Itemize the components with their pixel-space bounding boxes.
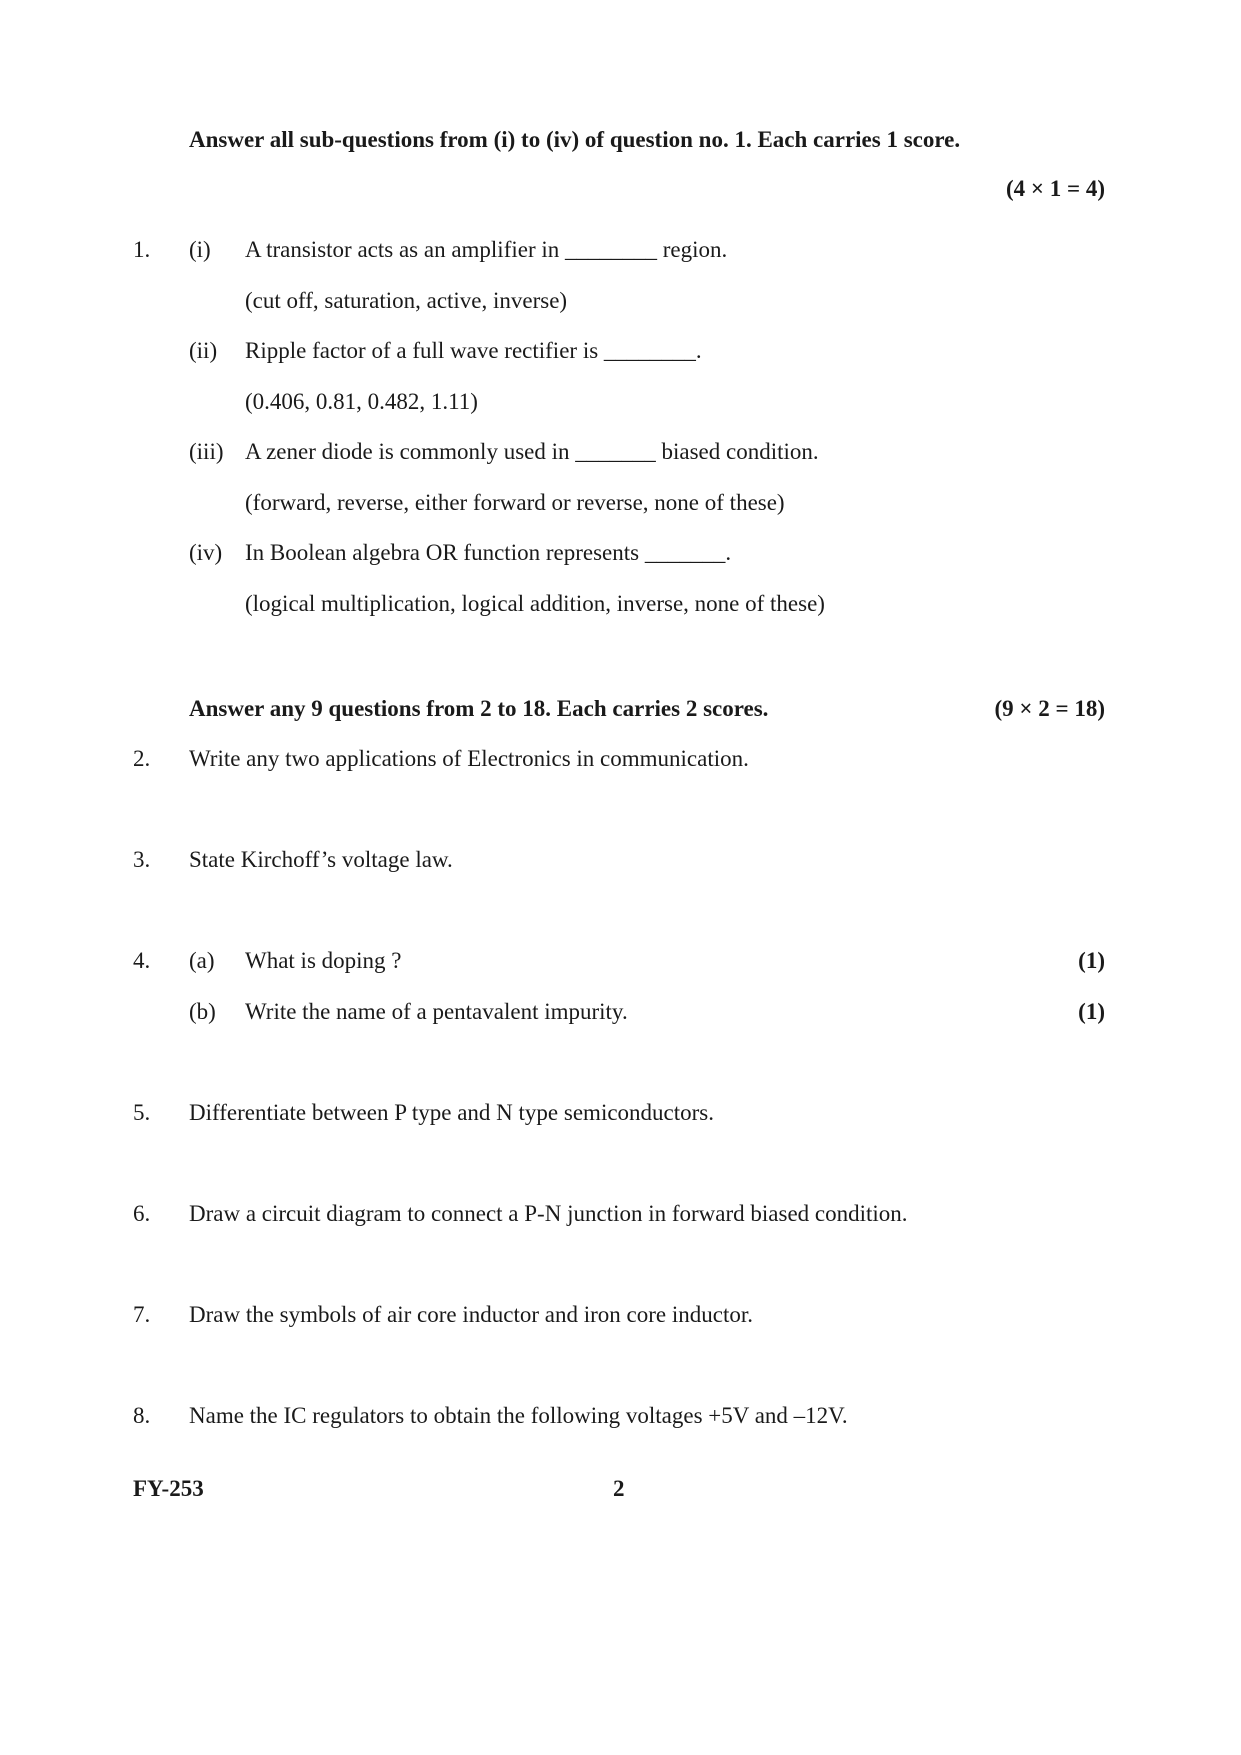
q1-part-iv-text: In Boolean algebra OR function represents _______. <box>245 540 732 565</box>
q1-part-iv-label: (iv) <box>189 540 223 565</box>
q4-part-a-text: What is doping ? <box>245 948 402 973</box>
q1-part-iii-label: (iii) <box>189 439 224 464</box>
question-8-number: 8. <box>133 1403 151 1428</box>
question-5-text: Differentiate between P type and N type semiconductors. <box>189 1100 715 1125</box>
question-2-text: Write any two applications of Electronics in communication. <box>189 746 749 771</box>
q1-part-ii-options: (0.406, 0.81, 0.482, 1.11) <box>245 389 478 414</box>
question-4-number: 4. <box>133 948 151 973</box>
q1-part-i-label: (i) <box>189 237 211 262</box>
section-1-marks: (4 × 1 = 4) <box>1005 176 1105 201</box>
question-3-number: 3. <box>133 847 151 872</box>
q4-part-b-label: (b) <box>189 999 216 1024</box>
question-7-text: Draw the symbols of air core inductor and iron core inductor. <box>189 1302 753 1327</box>
q4-part-a-marks: (1) <box>1078 948 1105 973</box>
question-3-text: State Kirchoff’s voltage law. <box>189 847 453 872</box>
question-8-text: Name the IC regulators to obtain the following voltages +5V and –12V. <box>189 1403 848 1428</box>
question-5-number: 5. <box>133 1100 151 1125</box>
section-2-marks: (9 × 2 = 18) <box>994 696 1105 721</box>
question-6-text: Draw a circuit diagram to connect a P-N junction in forward biased condition. <box>189 1201 908 1226</box>
question-1-number: 1. <box>133 237 151 262</box>
footer-paper-code: FY-253 <box>133 1476 204 1501</box>
q1-part-ii-text: Ripple factor of a full wave rectifier is ________. <box>245 338 702 363</box>
q1-part-iii-options: (forward, reverse, either forward or reverse, none of these) <box>245 490 785 515</box>
footer-page-number: 2 <box>613 1476 625 1501</box>
q4-part-a-label: (a) <box>189 948 215 973</box>
q1-part-iii-text: A zener diode is commonly used in _______ biased condition. <box>245 439 819 464</box>
q1-part-i-options: (cut off, saturation, active, inverse) <box>245 288 568 313</box>
q1-part-ii-label: (ii) <box>189 338 218 363</box>
question-6-number: 6. <box>133 1201 151 1226</box>
q1-part-i-text: A transistor acts as an amplifier in ________ region. <box>245 237 728 262</box>
section-1-instruction: Answer all sub-questions from (i) to (iv) of question no. 1. Each carries 1 score. <box>189 127 961 152</box>
q4-part-b-text: Write the name of a pentavalent impurity. <box>245 999 628 1024</box>
question-2-number: 2. <box>133 746 151 771</box>
q1-part-iv-options: (logical multiplication, logical addition, inverse, none of these) <box>245 591 825 616</box>
question-7-number: 7. <box>133 1302 151 1327</box>
section-2-instruction: Answer any 9 questions from 2 to 18. Each carries 2 scores. <box>189 696 769 721</box>
q4-part-b-marks: (1) <box>1078 999 1105 1024</box>
